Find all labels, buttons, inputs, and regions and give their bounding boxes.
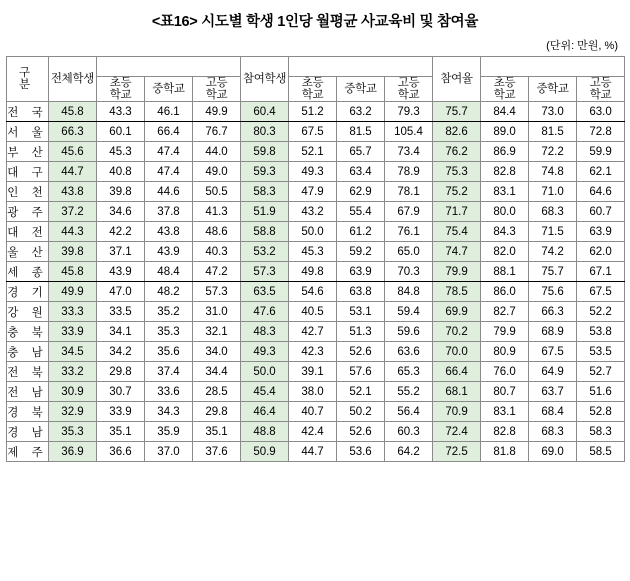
table-cell: 50.0 <box>289 222 337 242</box>
table-row <box>7 242 625 262</box>
table-cell: 76.7 <box>193 122 241 142</box>
table-cell: 39.8 <box>97 182 145 202</box>
table-cell: 47.4 <box>145 162 193 182</box>
header-rate-elementary-line2: 학교 <box>493 89 516 102</box>
header-rate-elementary-line1: 초등 <box>493 77 516 89</box>
table-cell: 61.2 <box>337 222 385 242</box>
header-rate-high <box>577 77 625 102</box>
row-region-label: 서 울 <box>7 122 49 142</box>
table-cell: 40.8 <box>97 162 145 182</box>
table-cell: 52.6 <box>337 422 385 442</box>
table-cell: 66.4 <box>433 362 481 382</box>
table-cell: 71.0 <box>529 182 577 202</box>
table-cell: 65.3 <box>385 362 433 382</box>
table-row <box>7 402 625 422</box>
table-cell: 50.2 <box>337 402 385 422</box>
table-cell: 35.3 <box>145 322 193 342</box>
table-cell: 88.1 <box>481 262 529 282</box>
table-cell: 45.4 <box>241 382 289 402</box>
table-cell: 67.5 <box>529 342 577 362</box>
table-cell: 47.6 <box>241 302 289 322</box>
table-cell: 33.6 <box>145 382 193 402</box>
table-cell: 59.4 <box>385 302 433 322</box>
table-cell: 84.8 <box>385 282 433 302</box>
table-cell: 67.5 <box>289 122 337 142</box>
table-cell: 78.9 <box>385 162 433 182</box>
table-row <box>7 102 625 122</box>
table-cell: 73.4 <box>385 142 433 162</box>
row-region-label: 울 산 <box>7 242 49 262</box>
table-cell: 71.7 <box>433 202 481 222</box>
table-cell: 59.8 <box>241 142 289 162</box>
table-cell: 40.7 <box>289 402 337 422</box>
table-cell: 89.0 <box>481 122 529 142</box>
table-row <box>7 142 625 162</box>
table-cell: 74.2 <box>529 242 577 262</box>
table-cell: 43.3 <box>97 102 145 122</box>
table-cell: 38.0 <box>289 382 337 402</box>
table-cell: 68.4 <box>529 402 577 422</box>
table-cell: 34.6 <box>97 202 145 222</box>
table-cell: 44.0 <box>193 142 241 162</box>
table-cell: 59.3 <box>241 162 289 182</box>
table-cell: 43.8 <box>145 222 193 242</box>
header-part-elementary <box>289 77 337 102</box>
table-cell: 29.8 <box>97 362 145 382</box>
header-group-participating-students-sub <box>289 57 433 77</box>
table-cell: 70.0 <box>433 342 481 362</box>
table-cell: 72.5 <box>433 442 481 462</box>
table-cell: 34.1 <box>97 322 145 342</box>
table-row <box>7 222 625 242</box>
table-row <box>7 122 625 142</box>
table-cell: 46.1 <box>145 102 193 122</box>
table-cell: 53.2 <box>241 242 289 262</box>
row-region-label: 충 북 <box>7 322 49 342</box>
header-row-subcolumns <box>7 77 625 102</box>
table-cell: 62.0 <box>577 242 625 262</box>
table-cell: 79.3 <box>385 102 433 122</box>
header-part-elementary-line2: 학교 <box>301 89 324 102</box>
table-cell: 66.4 <box>145 122 193 142</box>
table-cell: 39.8 <box>49 242 97 262</box>
table-cell: 50.5 <box>193 182 241 202</box>
table-cell: 52.8 <box>577 402 625 422</box>
table-cell: 72.4 <box>433 422 481 442</box>
table-cell: 32.9 <box>49 402 97 422</box>
table-cell: 75.7 <box>529 262 577 282</box>
table-cell: 72.8 <box>577 122 625 142</box>
table-cell: 33.9 <box>49 322 97 342</box>
table-cell: 45.8 <box>49 262 97 282</box>
table-row <box>7 302 625 322</box>
table-cell: 64.9 <box>529 362 577 382</box>
table-cell: 48.8 <box>241 422 289 442</box>
table-cell: 45.3 <box>97 142 145 162</box>
row-region-label: 경 남 <box>7 422 49 442</box>
table-cell: 82.0 <box>481 242 529 262</box>
header-part-high <box>385 77 433 102</box>
table-cell: 37.1 <box>97 242 145 262</box>
header-group-participation-rate: 참여율 <box>433 57 481 102</box>
table-cell: 51.3 <box>337 322 385 342</box>
table-cell: 43.9 <box>145 242 193 262</box>
table-cell: 70.3 <box>385 262 433 282</box>
table-cell: 32.1 <box>193 322 241 342</box>
table-row <box>7 442 625 462</box>
table-cell: 48.3 <box>241 322 289 342</box>
table-row <box>7 182 625 202</box>
table-cell: 35.9 <box>145 422 193 442</box>
table-cell: 31.0 <box>193 302 241 322</box>
table-cell: 39.1 <box>289 362 337 382</box>
table-cell: 62.9 <box>337 182 385 202</box>
table-cell: 58.8 <box>241 222 289 242</box>
table-cell: 47.0 <box>97 282 145 302</box>
table-cell: 40.3 <box>193 242 241 262</box>
table-cell: 76.2 <box>433 142 481 162</box>
table-cell: 82.7 <box>481 302 529 322</box>
table-cell: 64.2 <box>385 442 433 462</box>
table-cell: 52.1 <box>337 382 385 402</box>
table-cell: 65.0 <box>385 242 433 262</box>
table-cell: 37.2 <box>49 202 97 222</box>
table-cell: 47.2 <box>193 262 241 282</box>
table-cell: 68.3 <box>529 422 577 442</box>
table-cell: 53.6 <box>337 442 385 462</box>
table-body <box>7 102 625 462</box>
document-page <box>0 10 630 581</box>
table-cell: 34.3 <box>145 402 193 422</box>
table-cell: 66.3 <box>529 302 577 322</box>
table-cell: 49.9 <box>193 102 241 122</box>
table-cell: 79.9 <box>433 262 481 282</box>
table-cell: 33.5 <box>97 302 145 322</box>
table-cell: 63.5 <box>241 282 289 302</box>
table-cell: 49.0 <box>193 162 241 182</box>
header-gubun: 구 분 <box>7 57 49 102</box>
row-region-label: 제 주 <box>7 442 49 462</box>
table-cell: 67.9 <box>385 202 433 222</box>
table-cell: 48.2 <box>145 282 193 302</box>
table-cell: 30.7 <box>97 382 145 402</box>
table-cell: 53.5 <box>577 342 625 362</box>
table-cell: 34.5 <box>49 342 97 362</box>
table-cell: 52.2 <box>577 302 625 322</box>
table-cell: 64.6 <box>577 182 625 202</box>
header-all-elementary-line1: 초등 <box>109 77 132 89</box>
table-cell: 42.2 <box>97 222 145 242</box>
table-cell: 57.3 <box>241 262 289 282</box>
table-cell: 63.9 <box>577 222 625 242</box>
table-cell: 80.7 <box>481 382 529 402</box>
table-cell: 74.7 <box>433 242 481 262</box>
row-region-label: 강 원 <box>7 302 49 322</box>
header-all-middle: 중학교 <box>145 77 193 102</box>
table-cell: 59.9 <box>577 142 625 162</box>
table-cell: 59.2 <box>337 242 385 262</box>
table-cell: 45.6 <box>49 142 97 162</box>
table-row <box>7 282 625 302</box>
table-cell: 63.7 <box>529 382 577 402</box>
table-cell: 70.9 <box>433 402 481 422</box>
row-region-label: 전 남 <box>7 382 49 402</box>
header-part-elementary-line1: 초등 <box>301 77 324 89</box>
table-cell: 63.8 <box>337 282 385 302</box>
table-cell: 62.1 <box>577 162 625 182</box>
table-cell: 75.6 <box>529 282 577 302</box>
header-part-middle: 중학교 <box>337 77 385 102</box>
table-cell: 71.5 <box>529 222 577 242</box>
table-cell: 73.0 <box>529 102 577 122</box>
row-region-label: 충 남 <box>7 342 49 362</box>
table-cell: 81.8 <box>481 442 529 462</box>
header-group-all-students-sub <box>97 57 241 77</box>
table-cell: 69.0 <box>529 442 577 462</box>
table-cell: 76.0 <box>481 362 529 382</box>
table-cell: 63.0 <box>577 102 625 122</box>
table-cell: 55.4 <box>337 202 385 222</box>
row-region-label: 세 종 <box>7 262 49 282</box>
table-cell: 35.6 <box>145 342 193 362</box>
table-cell: 80.3 <box>241 122 289 142</box>
table-cell: 74.8 <box>529 162 577 182</box>
table-cell: 50.0 <box>241 362 289 382</box>
header-group-participation-rate-sub <box>481 57 625 77</box>
header-rate-high-line2: 학교 <box>589 89 612 102</box>
table-cell: 82.8 <box>481 162 529 182</box>
table-cell: 52.1 <box>289 142 337 162</box>
table-cell: 52.7 <box>577 362 625 382</box>
table-cell: 47.4 <box>145 142 193 162</box>
table-cell: 34.2 <box>97 342 145 362</box>
table-cell: 40.5 <box>289 302 337 322</box>
table-cell: 51.2 <box>289 102 337 122</box>
table-cell: 79.9 <box>481 322 529 342</box>
table-cell: 28.5 <box>193 382 241 402</box>
table-cell: 44.7 <box>289 442 337 462</box>
table-cell: 42.4 <box>289 422 337 442</box>
table-header <box>7 57 625 102</box>
table-cell: 41.3 <box>193 202 241 222</box>
table-cell: 37.6 <box>193 442 241 462</box>
table-cell: 37.4 <box>145 362 193 382</box>
table-cell: 81.5 <box>337 122 385 142</box>
header-rate-high-line1: 고등 <box>589 77 612 89</box>
table-cell: 33.3 <box>49 302 97 322</box>
row-region-label: 대 구 <box>7 162 49 182</box>
table-cell: 82.8 <box>481 422 529 442</box>
table-cell: 35.2 <box>145 302 193 322</box>
table-cell: 48.6 <box>193 222 241 242</box>
header-all-elementary <box>97 77 145 102</box>
table-cell: 30.9 <box>49 382 97 402</box>
row-region-label: 인 천 <box>7 182 49 202</box>
table-cell: 83.1 <box>481 182 529 202</box>
table-row <box>7 202 625 222</box>
table-cell: 54.6 <box>289 282 337 302</box>
table-cell: 80.0 <box>481 202 529 222</box>
table-cell: 44.3 <box>49 222 97 242</box>
table-cell: 83.1 <box>481 402 529 422</box>
table-cell: 33.9 <box>97 402 145 422</box>
table-cell: 63.9 <box>337 262 385 282</box>
table-cell: 58.5 <box>577 442 625 462</box>
table-cell: 44.6 <box>145 182 193 202</box>
header-group-participating-students: 참여학생 <box>241 57 289 102</box>
table-cell: 42.7 <box>289 322 337 342</box>
table-cell: 52.6 <box>337 342 385 362</box>
table-row <box>7 322 625 342</box>
table-cell: 53.1 <box>337 302 385 322</box>
table-cell: 45.3 <box>289 242 337 262</box>
table-cell: 75.3 <box>433 162 481 182</box>
table-row <box>7 162 625 182</box>
table-cell: 60.7 <box>577 202 625 222</box>
row-region-label: 대 전 <box>7 222 49 242</box>
header-part-high-line1: 고등 <box>397 77 420 89</box>
table-cell: 67.5 <box>577 282 625 302</box>
table-cell: 69.9 <box>433 302 481 322</box>
table-cell: 35.1 <box>193 422 241 442</box>
table-cell: 84.3 <box>481 222 529 242</box>
table-cell: 63.6 <box>385 342 433 362</box>
row-region-label: 광 주 <box>7 202 49 222</box>
table-cell: 29.8 <box>193 402 241 422</box>
table-cell: 68.3 <box>529 202 577 222</box>
unit-note: (단위: 만원, %) <box>546 40 618 52</box>
table-cell: 68.9 <box>529 322 577 342</box>
table-cell: 66.3 <box>49 122 97 142</box>
table-cell: 43.8 <box>49 182 97 202</box>
table-cell: 68.1 <box>433 382 481 402</box>
table-cell: 36.6 <box>97 442 145 462</box>
table-cell: 46.4 <box>241 402 289 422</box>
header-rate-middle: 중학교 <box>529 77 577 102</box>
table-cell: 75.7 <box>433 102 481 122</box>
table-cell: 70.2 <box>433 322 481 342</box>
table-cell: 49.8 <box>289 262 337 282</box>
table-cell: 60.1 <box>97 122 145 142</box>
table-cell: 72.2 <box>529 142 577 162</box>
table-cell: 59.6 <box>385 322 433 342</box>
table-cell: 58.3 <box>577 422 625 442</box>
table-cell: 45.8 <box>49 102 97 122</box>
table-cell: 75.2 <box>433 182 481 202</box>
table-cell: 78.5 <box>433 282 481 302</box>
table-cell: 50.9 <box>241 442 289 462</box>
table-cell: 35.3 <box>49 422 97 442</box>
table-cell: 55.2 <box>385 382 433 402</box>
table-row <box>7 382 625 402</box>
table-cell: 63.4 <box>337 162 385 182</box>
table-cell: 43.9 <box>97 262 145 282</box>
table-cell: 60.4 <box>241 102 289 122</box>
table-cell: 51.6 <box>577 382 625 402</box>
table-cell: 34.4 <box>193 362 241 382</box>
table-cell: 48.4 <box>145 262 193 282</box>
table-cell: 53.8 <box>577 322 625 342</box>
table-cell: 75.4 <box>433 222 481 242</box>
header-all-high-line2: 학교 <box>205 89 228 102</box>
header-all-high-line1: 고등 <box>205 77 228 89</box>
table-cell: 44.7 <box>49 162 97 182</box>
page-title: <표16> 시도별 학생 1인당 월평균 사교육비 및 참여율 <box>151 14 479 30</box>
table-cell: 34.0 <box>193 342 241 362</box>
table-cell: 63.2 <box>337 102 385 122</box>
table-cell: 33.2 <box>49 362 97 382</box>
table-cell: 42.3 <box>289 342 337 362</box>
table-cell: 81.5 <box>529 122 577 142</box>
table-cell: 49.3 <box>241 342 289 362</box>
table-cell: 80.9 <box>481 342 529 362</box>
table-cell: 76.1 <box>385 222 433 242</box>
table-cell: 65.7 <box>337 142 385 162</box>
table-row <box>7 342 625 362</box>
table-cell: 86.9 <box>481 142 529 162</box>
table-cell: 49.3 <box>289 162 337 182</box>
education-expense-table <box>6 56 625 462</box>
row-region-label: 경 기 <box>7 282 49 302</box>
table-cell: 49.9 <box>49 282 97 302</box>
table-cell: 43.2 <box>289 202 337 222</box>
table-cell: 57.3 <box>193 282 241 302</box>
table-cell: 58.3 <box>241 182 289 202</box>
table-cell: 37.0 <box>145 442 193 462</box>
header-all-high <box>193 77 241 102</box>
table-row <box>7 422 625 442</box>
table-cell: 35.1 <box>97 422 145 442</box>
table-cell: 57.6 <box>337 362 385 382</box>
header-part-high-line2: 학교 <box>397 89 420 102</box>
table-cell: 37.8 <box>145 202 193 222</box>
row-region-label: 부 산 <box>7 142 49 162</box>
row-region-label: 경 북 <box>7 402 49 422</box>
row-region-label: 전 국 <box>7 102 49 122</box>
table-cell: 78.1 <box>385 182 433 202</box>
table-cell: 56.4 <box>385 402 433 422</box>
header-group-all-students: 전체학생 <box>49 57 97 102</box>
table-cell: 82.6 <box>433 122 481 142</box>
table-cell: 36.9 <box>49 442 97 462</box>
table-cell: 51.9 <box>241 202 289 222</box>
table-cell: 86.0 <box>481 282 529 302</box>
table-cell: 84.4 <box>481 102 529 122</box>
header-rate-elementary <box>481 77 529 102</box>
table-cell: 67.1 <box>577 262 625 282</box>
row-region-label: 전 북 <box>7 362 49 382</box>
table-cell: 47.9 <box>289 182 337 202</box>
table-row <box>7 362 625 382</box>
table-row <box>7 262 625 282</box>
header-all-elementary-line2: 학교 <box>109 89 132 102</box>
table-cell: 105.4 <box>385 122 433 142</box>
header-row-groups <box>7 57 625 77</box>
table-cell: 60.3 <box>385 422 433 442</box>
